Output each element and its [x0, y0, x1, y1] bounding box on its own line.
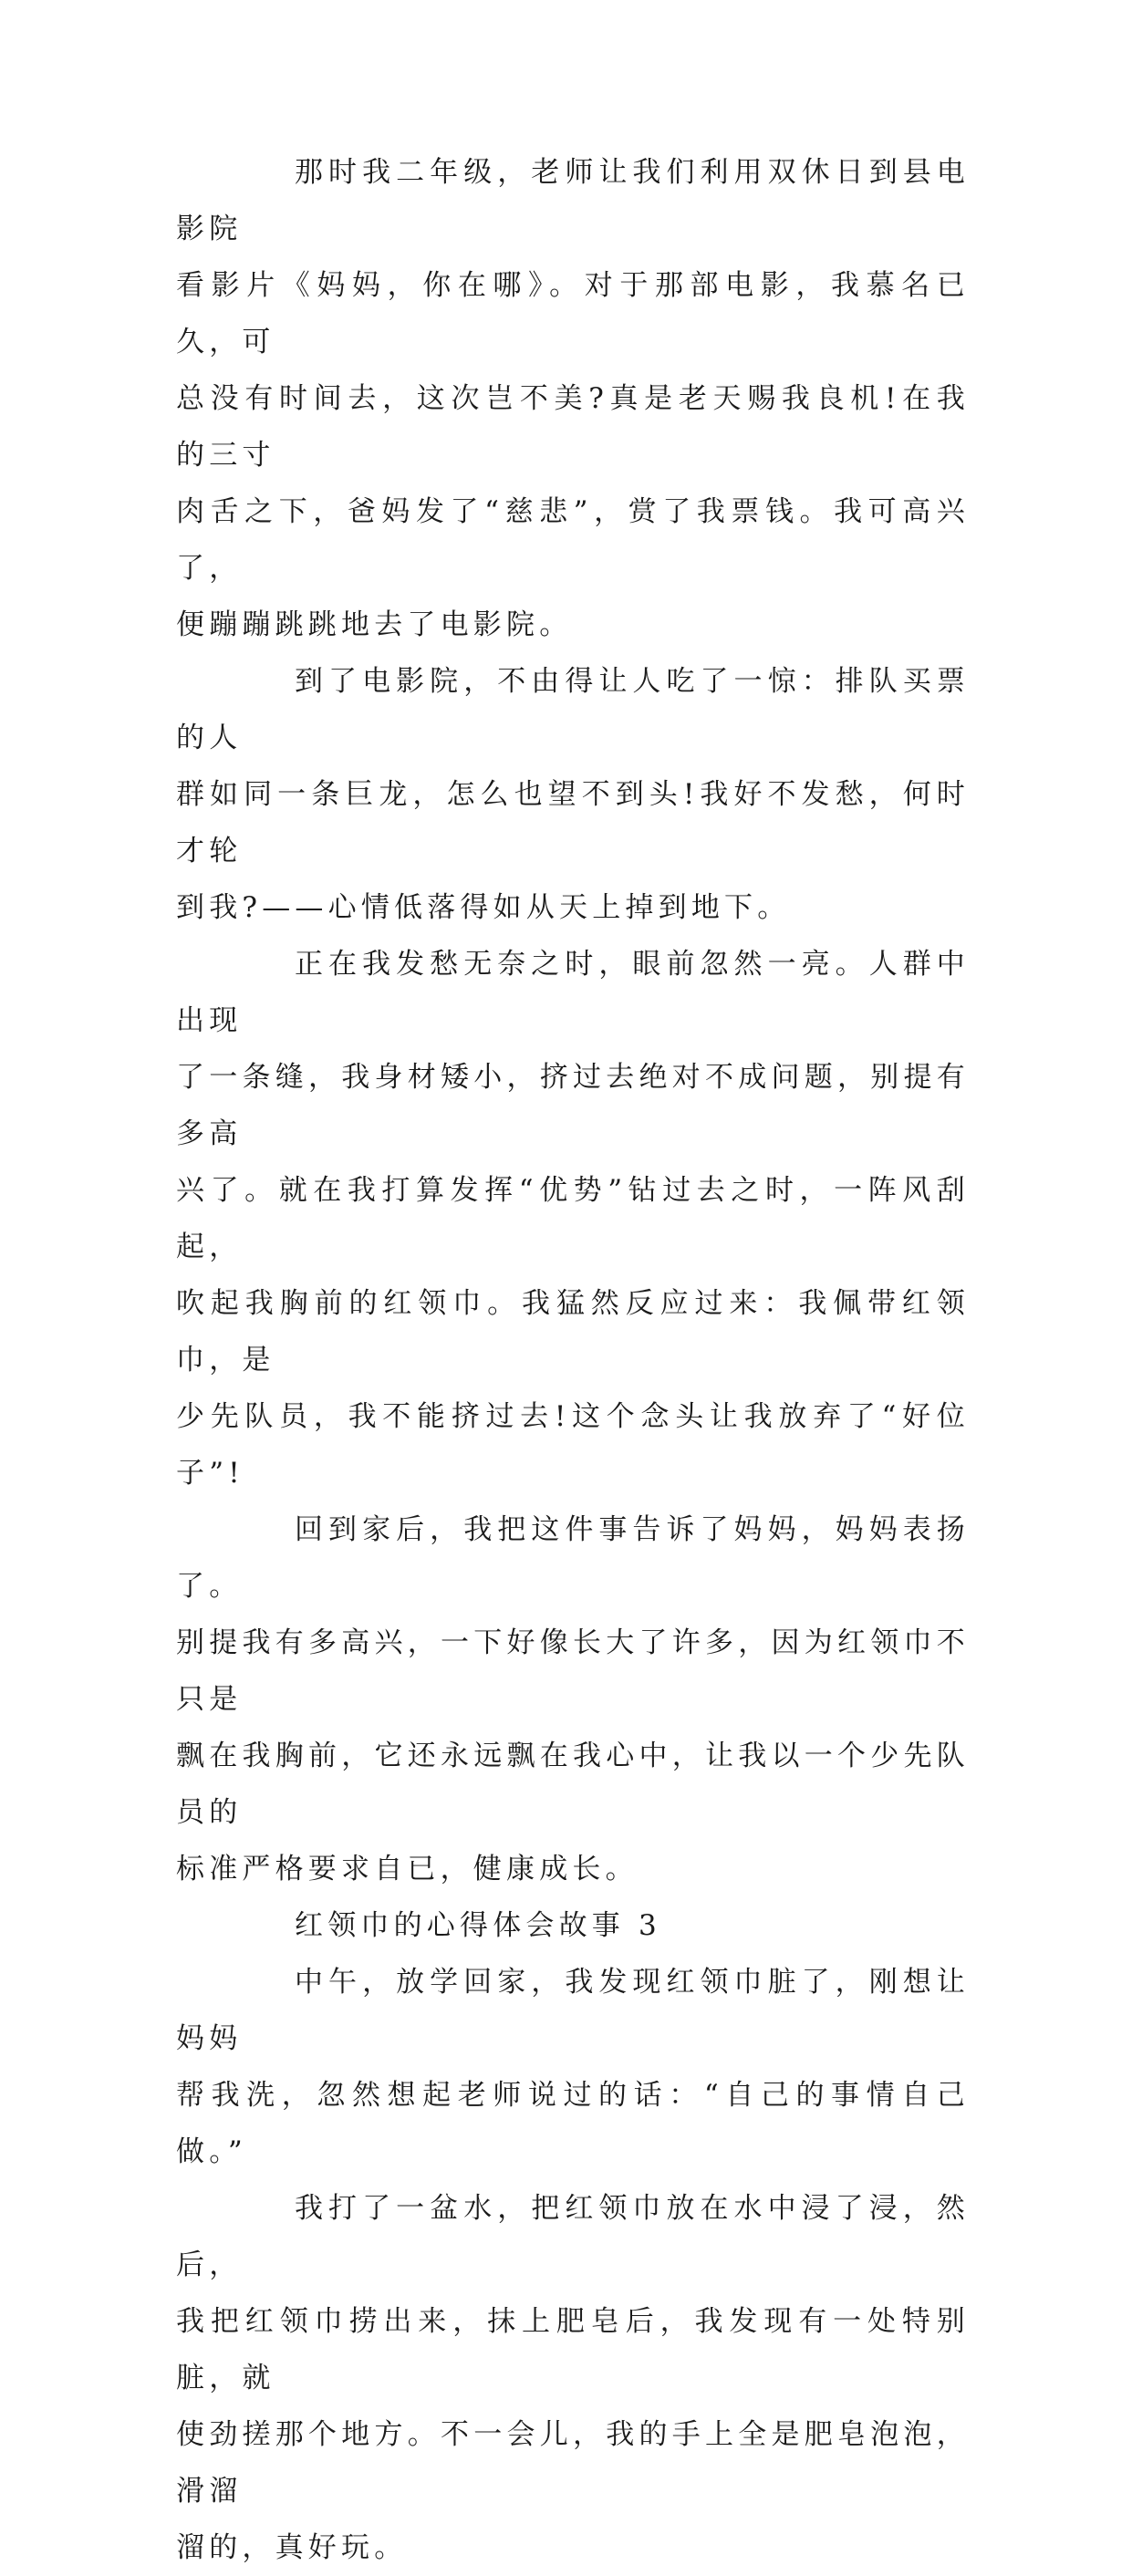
paragraph-red-scarf-decision: 正在我发愁无奈之时，眼前忽然一亮。人群中出现 了一条缝，我身材矮小，挤过去绝对不成问题，别提有多高 兴了。就在我打算发挥“优势”钻过去之时，一阵风刮起， 吹起我胸前的红领巾。我猛然反应过来：我佩带红领巾，是 少先队员，我不能挤过去!这个念头让我放弃了“好位子”!: [176, 948, 970, 1490]
paragraph-washing: 我打了一盆水，把红领巾放在水中浸了浸，然后， 我把红领巾捞出来，抹上肥皂后，我发现有一处特别脏，就 使劲搓那个地方。不一会儿，我的手上全是肥皂泡泡，滑溜 溜的，真好玩。: [176, 2192, 970, 2564]
paragraph-dirty-scarf: 中午，放学回家，我发现红领巾脏了，刚想让妈妈 帮我洗，忽然想起老师说过的话：“自己的事情自己做。”: [176, 1966, 970, 2168]
paragraph-praise: 回到家后，我把这件事告诉了妈妈，妈妈表扬了。 别提我有多高兴，一下好像长大了许多，因为红领巾不只是 飘在我胸前，它还永远飘在我心中，让我以一个少先队员的 标准严格要求自已，健康成长。: [176, 1513, 970, 1885]
document-body: [176, 144, 970, 2576]
paragraph-queue: 到了电影院，不由得让人吃了一惊：排队买票的人 群如同一条巨龙，怎么也望不到头!我好不发愁，何时才轮 到我?——心情低落得如从天上掉到地下。: [176, 665, 970, 924]
section-title: 红领巾的心得体会故事 3: [295, 1909, 661, 1942]
paragraph-ticket-money: 那时我二年级，老师让我们利用双休日到县电影院 看影片《妈妈，你在哪》。对于那部电影，我慕名已久，可 总没有时间去，这次岂不美?真是老天赐我良机!在我的三寸 肉舌之下，爸妈发了“慈悲”，赏了我票钱。我可高兴了， 便蹦蹦跳跳地去了电影院。: [176, 156, 970, 641]
